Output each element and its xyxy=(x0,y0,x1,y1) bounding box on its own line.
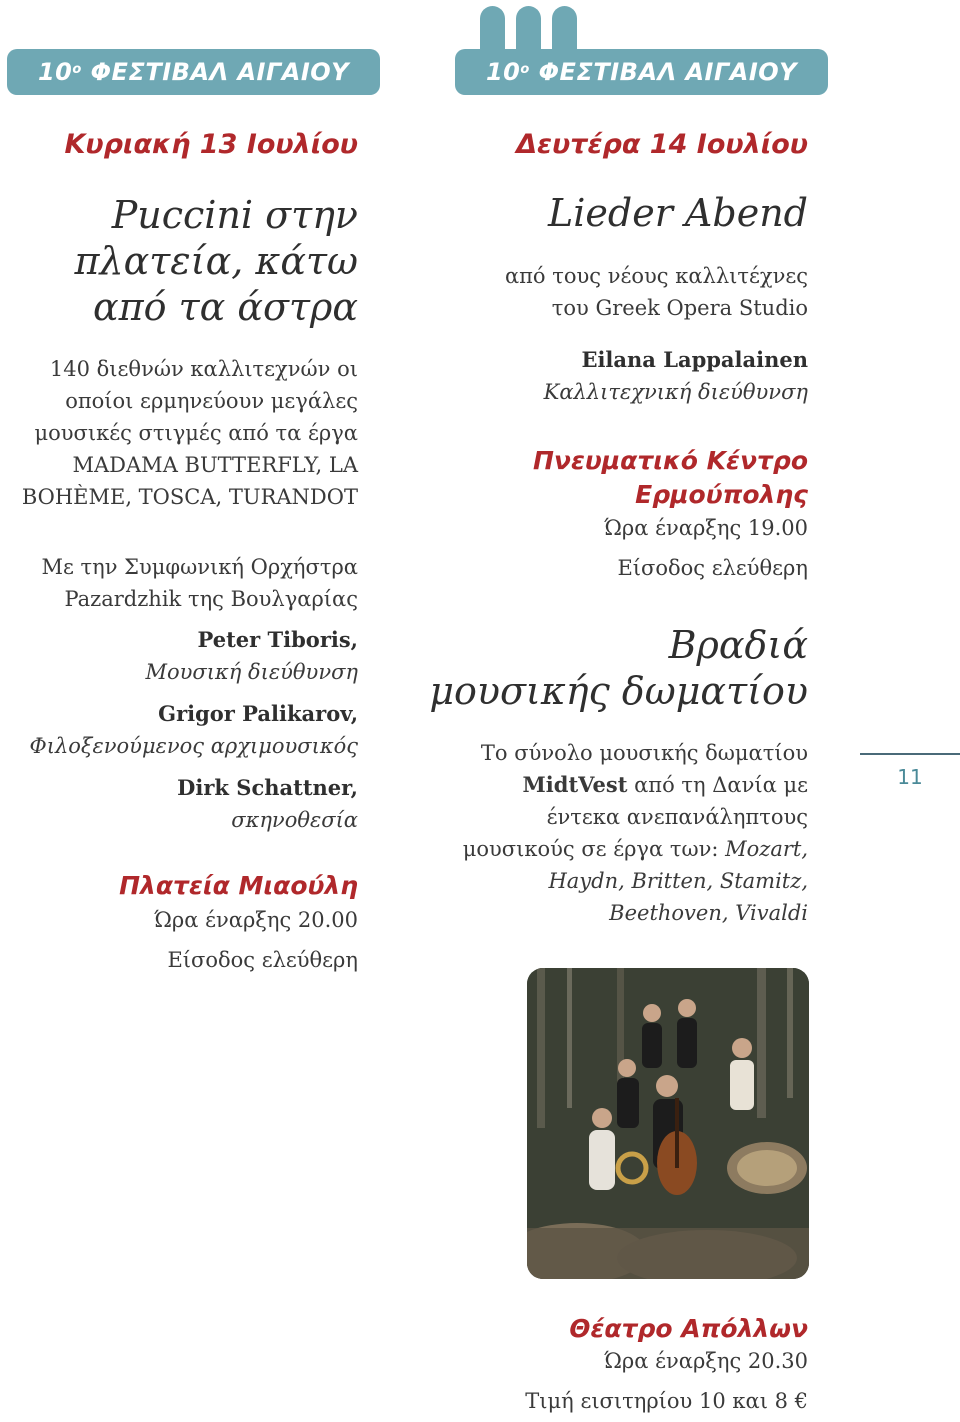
start-time: Ώρα έναρξης 20.00 xyxy=(154,908,358,932)
description-text: από τη Δανία με xyxy=(627,773,808,797)
ensemble-photo-illustration xyxy=(527,968,809,1279)
entry-info: Είσοδος ελεύθερη xyxy=(617,556,808,580)
event-title-line: από τα άστρα xyxy=(93,285,358,329)
credit-name: Grigor Palikarov, xyxy=(158,701,358,726)
event-title-line: πλατεία, κάτω xyxy=(74,239,358,283)
event-title: Lieder Abend xyxy=(548,191,808,235)
orchestra-line: Pazardzhik της Βουλγαρίας xyxy=(64,587,358,611)
composer-names: Mozart, xyxy=(725,837,808,861)
banner-text: ΦΕΣΤΙΒΑΛ ΑΙΓΑΙΟΥ xyxy=(529,58,798,86)
description-line: 140 διεθνών καλλιτεχνών οι xyxy=(49,357,358,381)
ticket-price: Τιμή εισιτηρίου 10 και 8 € xyxy=(525,1389,808,1413)
composer-names: Beethoven, Vivaldi xyxy=(609,901,808,925)
ensemble-name: MidtVest xyxy=(522,772,628,797)
description-line: μουσικές στιγμές από τα έργα xyxy=(34,421,358,445)
banner-number: 10 xyxy=(485,58,521,86)
banner-ordinal: ο xyxy=(520,62,530,77)
venue: Πλατεία Μιαούλη xyxy=(119,871,358,900)
description-line xyxy=(463,833,808,865)
subtitle-line: από τους νέους καλλιτέχνες xyxy=(504,264,808,288)
page-number: 11 xyxy=(897,765,923,789)
orchestra-line: Με την Συμφωνική Ορχήστρα xyxy=(41,555,358,579)
banner-text: ΦΕΣΤΙΒΑΛ ΑΙΓΑΙΟΥ xyxy=(81,58,350,86)
venue-line: Ερμούπολης xyxy=(635,480,808,509)
credit-name: Eilana Lappalainen xyxy=(581,347,808,372)
left-column xyxy=(0,0,358,1000)
ensemble-photo xyxy=(527,968,809,1279)
start-time: Ώρα έναρξης 19.00 xyxy=(604,516,808,540)
description-line: MADAMA BUTTERFLY, LA xyxy=(72,453,358,477)
entry-info: Είσοδος ελεύθερη xyxy=(167,948,358,972)
event-title-line: Puccini στην xyxy=(111,193,358,237)
description-line: οποίοι ερμηνεύουν μεγάλες xyxy=(65,389,358,413)
description-line xyxy=(523,769,808,801)
event-date: Κυριακή 13 Ιουλίου xyxy=(64,129,358,160)
credit-role: Μουσική διεύθυνση xyxy=(145,660,358,684)
credit-role: σκηνοθεσία xyxy=(231,808,358,832)
subtitle-line: του Greek Opera Studio xyxy=(551,296,808,320)
composer-names: Haydn, Britten, Stamitz, xyxy=(548,869,808,893)
page-number-rule xyxy=(860,753,960,755)
description-line: Το σύνολο μουσικής δωματίου xyxy=(480,741,808,765)
venue: Θέατρο Απόλλων xyxy=(569,1314,808,1343)
credit-role: Καλλιτεχνική διεύθυνση xyxy=(543,380,808,404)
credit-role: Φιλοξενούμενος αρχιμουσικός xyxy=(29,734,358,758)
banner-ordinal: ο xyxy=(72,62,82,77)
description-line: BOHÈME, TOSCA, TURANDOT xyxy=(21,485,358,509)
banner-number: 10 xyxy=(37,58,73,86)
venue-line: Πνευματικό Κέντρο xyxy=(533,446,808,475)
description-line: έντεκα ανεπανάληπτους xyxy=(546,805,808,829)
start-time: Ώρα έναρξης 20.30 xyxy=(604,1349,808,1373)
event-title-line: μουσικής δωματίου xyxy=(429,669,808,713)
event-date: Δευτέρα 14 Ιουλίου xyxy=(516,129,808,160)
credit-name: Dirk Schattner, xyxy=(177,775,358,800)
description-text: μουσικούς σε έργα των: xyxy=(462,837,726,861)
credit-name: Peter Tiboris, xyxy=(197,627,358,652)
event-title-line: Βραδιά xyxy=(668,623,808,667)
